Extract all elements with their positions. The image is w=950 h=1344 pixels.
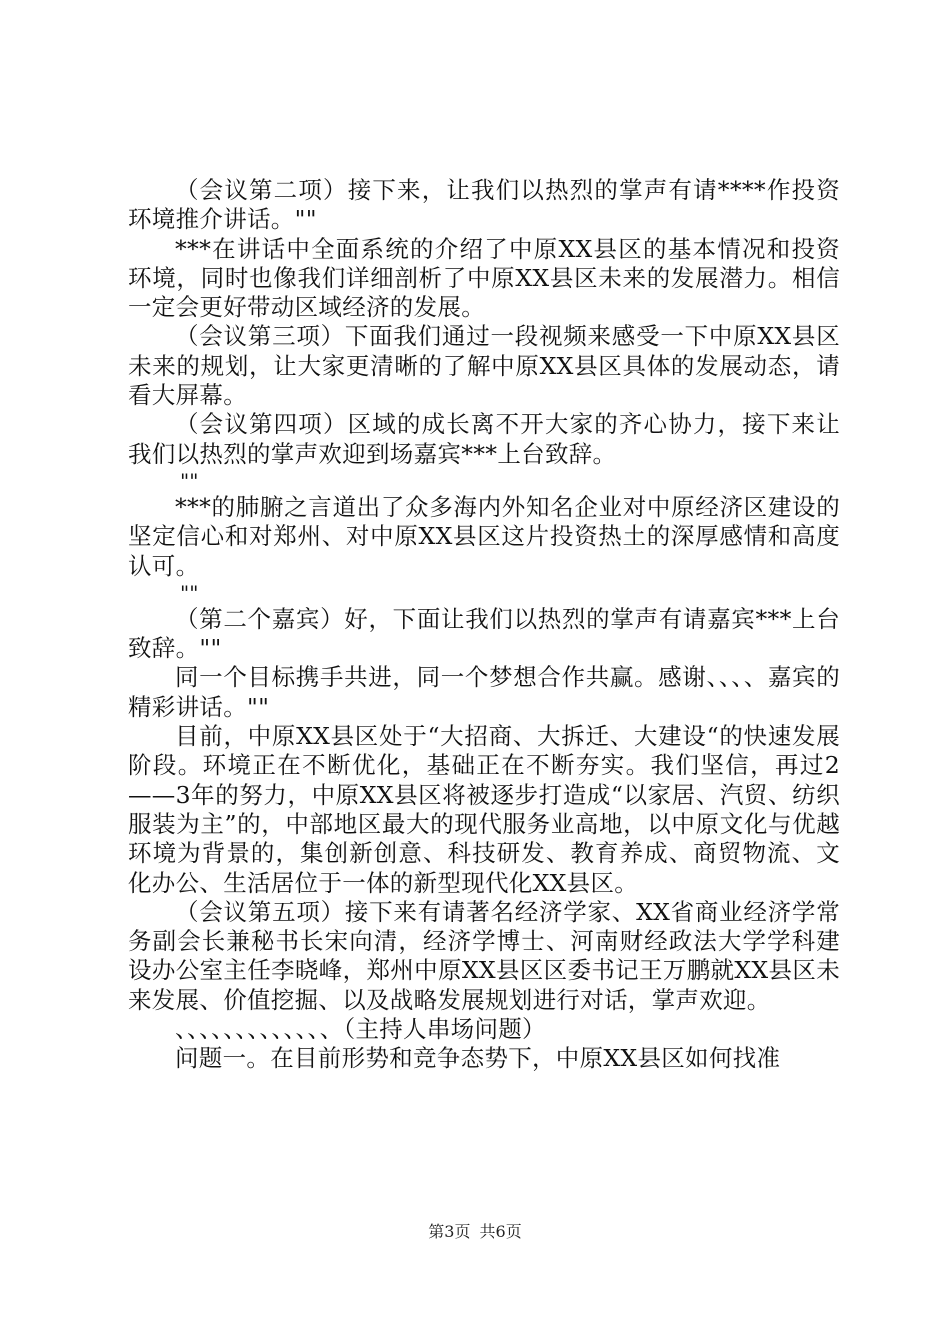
empty-quote-line: "" [180, 468, 199, 493]
paragraph-thanks: 同一个目标携手共进，同一个梦想合作共赢。感谢、、、、嘉宾的精彩讲话。"" [128, 663, 840, 721]
paragraph-item-4: （会议第四项）区域的成长离不开大家的齐心协力，接下来让我们以热烈的掌声欢迎到场嘉宾***上台致辞。 [128, 410, 840, 468]
document-body [128, 176, 840, 1074]
page-total: 共6页 [479, 1222, 522, 1241]
paragraph-development-stage: 目前，中原XX县区处于“大招商、大拆迁、大建设“的快速发展阶段。环境正在不断优化，基础正在不断夯实。我们坚信，再过2——3年的努力，中原XX县区将被逐步打造成“以家居、汽贸、纺织服装为主”的，中部地区最大的现代服务业高地，以中原文化与优越环境为背景的，集创新创意、科技研发、教育养成、商贸物流、文化办公、生活居位于一体的新型现代化XX县区。 [128, 722, 840, 897]
empty-quote-line: "" [180, 580, 199, 605]
paragraph-host-questions: 、、、、、、、、、、、、、（主持人串场问题） [175, 1015, 546, 1044]
paragraph-item-3: （会议第三项）下面我们通过一段视频来感受一下中原XX县区未来的规划，让大家更清晰的了解中原XX县区具体的发展动态，请看大屏幕。 [128, 322, 840, 410]
paragraph-guest-remarks: ***的肺腑之言道出了众多海内外知名企业对中原经济区建设的坚定信心和对郑州、对中原XX县区这片投资热土的深厚感情和高度认可。 [128, 492, 840, 580]
paragraph-speech-summary: ***在讲话中全面系统的介绍了中原XX县区的基本情况和投资环境，同时也像我们详细剖析了中原XX县区未来的发展潜力。相信一定会更好带动区域经济的发展。 [128, 234, 840, 322]
page-footer [0, 1222, 950, 1242]
paragraph-item-2: （会议第二项）接下来，让我们以热烈的掌声有请****作投资环境推介讲话。"" [128, 176, 840, 234]
paragraph-question-one: 问题一。在目前形势和竞争态势下，中原XX县区如何找准 [175, 1044, 781, 1073]
paragraph-second-guest: （第二个嘉宾）好，下面让我们以热烈的掌声有请嘉宾***上台致辞。"" [128, 604, 840, 663]
page-number: 第3页 [428, 1222, 471, 1241]
paragraph-item-5: （会议第五项）接下来有请著名经济学家、XX省商业经济学常务副会长兼秘书长宋向清，经济学博士、河南财经政法大学学科建设办公室主任李晓峰，郑州中原XX县区区委书记王万鹏就XX县区未来发展、价值挖掘、以及战略发展规划进行对话，掌声欢迎。 [128, 897, 840, 1014]
